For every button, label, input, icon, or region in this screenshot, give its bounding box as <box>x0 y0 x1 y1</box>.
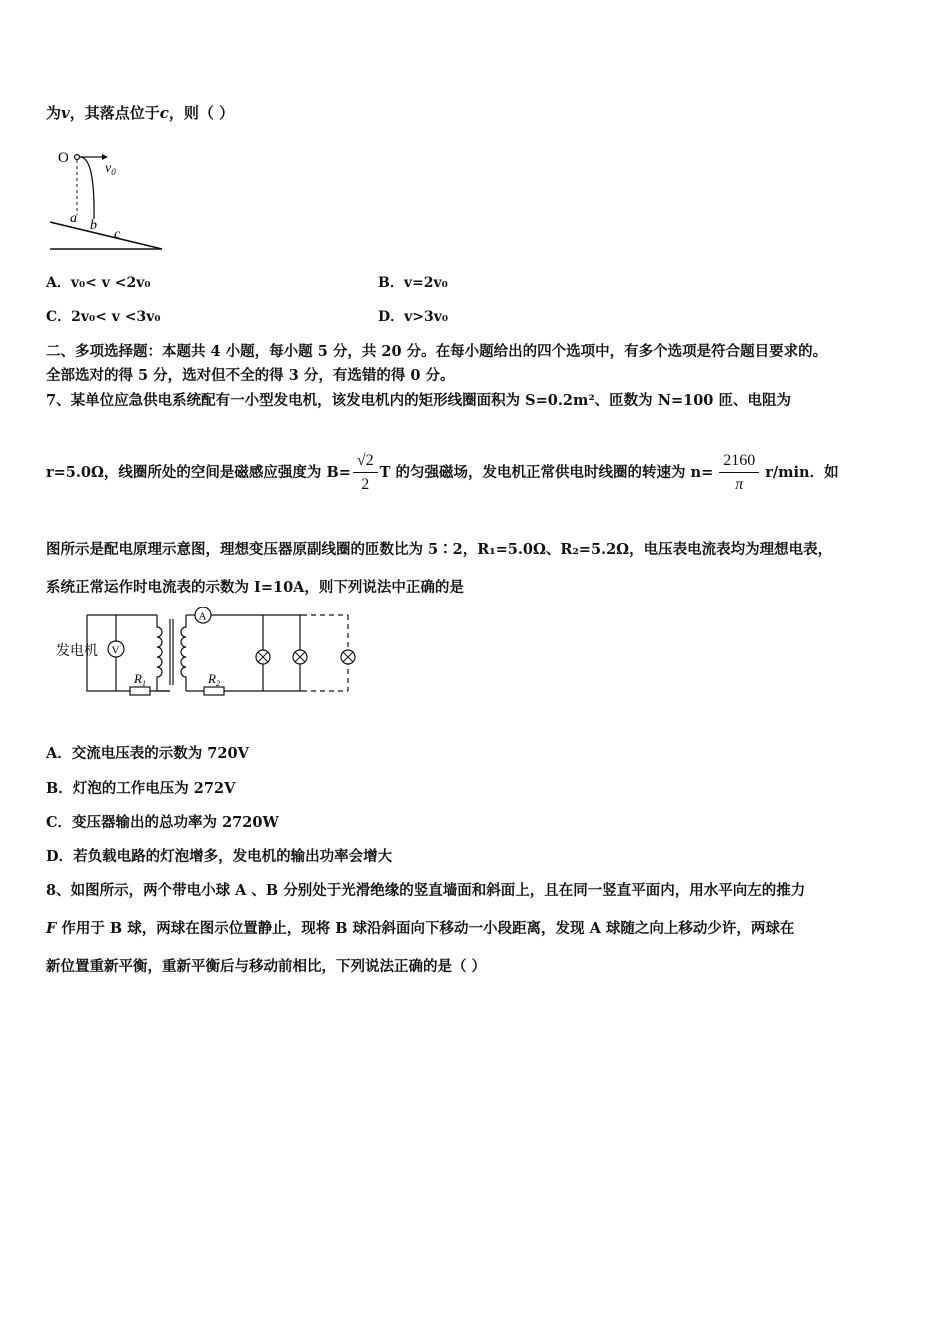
voltmeter-label: V <box>111 644 120 657</box>
q6-var-c: c <box>159 104 169 122</box>
q8-line1: 8、如图所示，两个带电小球 A 、B 分别处于光滑绝缘的竖直墙面和斜面上，且在同一竖直平面内，用水平向左的推力 <box>46 882 806 899</box>
q7-generator-label: 发电机 <box>56 644 98 659</box>
q7-line2-part: r/min．如 <box>765 464 839 481</box>
q7-circuit-figure <box>52 607 357 702</box>
q8-line3: 新位置重新平衡，重新平衡后与移动前相比，下列说法正确的是（ ） <box>46 958 487 975</box>
q7-n-fraction <box>719 452 759 494</box>
q6-slope <box>50 222 162 249</box>
q7-line2-part: T 的匀强磁场，发电机正常供电时线圈的转速为 n= <box>379 464 714 481</box>
secondary-coil-icon <box>181 615 186 691</box>
q7-b-denominator: 2 <box>361 476 370 493</box>
q7-option-b[interactable]: B．灯泡的工作电压为 272V <box>46 780 236 797</box>
q7-option-c[interactable]: C．变压器输出的总功率为 2720W <box>46 814 279 831</box>
lamp-3-icon <box>341 650 355 664</box>
q6-label-o: O <box>58 150 69 166</box>
section2-line1: 二、多项选择题：本题共 4 小题，每小题 5 分，共 20 分。在每小题给出的四个选项中，有多个选项是符合题目要求的。 <box>46 343 828 360</box>
q7-b-fraction <box>353 452 378 494</box>
q6-option-c[interactable]: C．2v₀< v <3v₀ <box>46 309 161 325</box>
q7-line1: 7、某单位应急供电系统配有一小型发电机，该发电机内的矩形线圈面积为 S=0.2m²、匝数为 N=100 匝、电阻为 <box>46 392 791 409</box>
q6-option-d[interactable]: D．v>3v₀ <box>378 309 449 325</box>
q7-line2-part: r=5.0Ω，线圈所处的空间是磁感应强度为 B= <box>46 464 351 481</box>
q6-option-b[interactable]: B．v=2v₀ <box>378 275 448 291</box>
q6-ball <box>75 155 80 160</box>
q6-label-a: a <box>70 211 77 226</box>
q6-stem-part: ，则（ ） <box>168 104 235 122</box>
q7-line3: 图所示是配电原理示意图，理想变压器原副线圈的匝数比为 5∶2，R₁=5.0Ω、R₂=5.2Ω，电压表电流表均为理想电表， <box>46 541 833 558</box>
resistor-r2-label: $R_2$ <box>208 671 220 688</box>
lamp-1-icon <box>256 615 270 691</box>
q6-stem-part: 为 <box>46 104 62 122</box>
q6-label-b: b <box>90 218 97 233</box>
q6-label-c: c <box>114 227 121 242</box>
lamp-2-icon <box>293 615 307 691</box>
resistor-r1-icon <box>130 687 150 695</box>
q7-option-a[interactable]: A．交流电压表的示数为 720V <box>46 745 249 762</box>
section2-line2: 全部选对的得 5 分，选对但不全的得 3 分，有选错的得 0 分。 <box>46 367 455 384</box>
q7-n-numerator: 2160 <box>719 452 759 473</box>
q6-var-v: v <box>61 104 70 122</box>
primary-coil-icon <box>157 615 170 691</box>
q6-trajectory <box>80 157 94 219</box>
q6-arrow-head <box>102 154 108 160</box>
q8-line2-text: 作用于 B 球，两球在图示位置静止，现将 B 球沿斜面向下移动一小段距离，发现 A 球随之向上移动少许，两球在 <box>56 920 795 937</box>
q7-line4: 系统正常运作时电流表的示数为 I=10A，则下列说法中正确的是 <box>46 579 464 596</box>
q7-option-d[interactable]: D．若负载电路的灯泡增多，发电机的输出功率会增大 <box>46 848 393 865</box>
q6-stem-part: ，其落点位于 <box>69 104 160 122</box>
q8-var-f: F <box>46 920 57 937</box>
resistor-r1-label: $R_1$ <box>134 671 146 688</box>
q7-b-numerator: √2 <box>353 452 378 473</box>
q7-line2 <box>46 452 839 494</box>
q6-stem-tail <box>46 102 234 123</box>
q6-projectile-figure <box>50 143 170 253</box>
q6-option-a[interactable]: A．v₀< v <2v₀ <box>46 275 151 291</box>
q8-line2 <box>46 917 794 938</box>
resistor-r2-icon <box>204 687 224 695</box>
q7-n-denominator: π <box>735 476 744 493</box>
q6-label-v0: $v_0$ <box>105 161 116 177</box>
ammeter-label: A <box>198 610 207 623</box>
